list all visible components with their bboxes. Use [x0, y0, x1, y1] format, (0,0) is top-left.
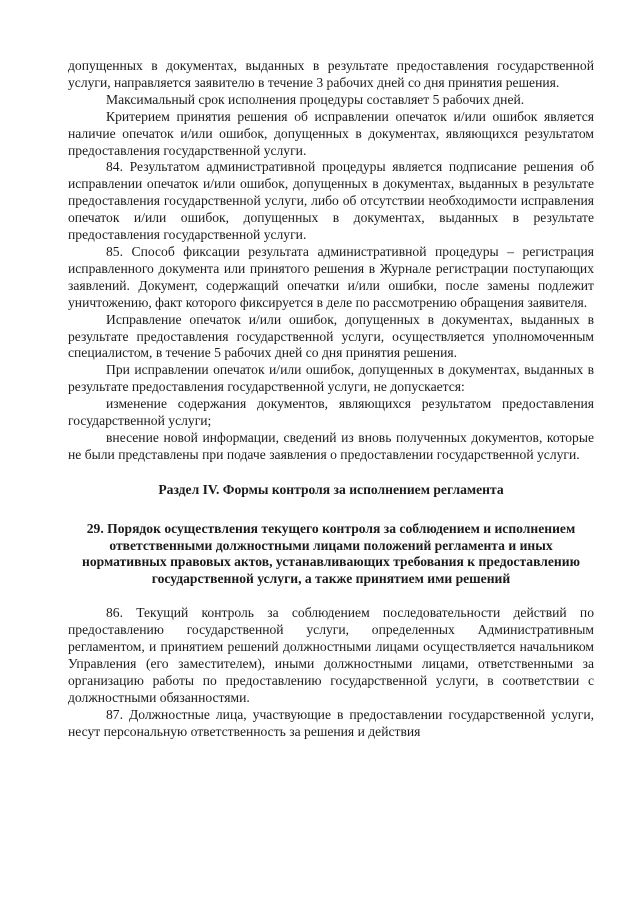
paragraph-87: 87. Должностные лица, участвующие в предоставлении государственной услуги, несут персональную ответственность за решения и действия: [68, 706, 594, 739]
section-title: Раздел IV. Формы контроля за исполнением регламента: [158, 481, 504, 497]
paragraph-9: внесение новой информации, сведений из вновь полученных документов, которые не были представлены при подаче заявления о предоставлении государственной услуги.: [68, 429, 594, 462]
paragraph-7: При исправлении опечаток и/или ошибок, допущенных в документах, выданных в результате предоставления государственной услуги, не допускается:: [68, 362, 594, 395]
paragraph-86: 86. Текущий контроль за соблюдением последовательности действий по предоставлению государственной услуги, определенных Административным регламентом, и принятием решений должностными лицами осуществляется начальником Управления (его заместителем), иными должностными лицами, ответственными за организацию работы по предоставлению государственной услуги, в соответствии с должностными обязанностями.: [68, 605, 594, 705]
paragraphs-bottom: [68, 605, 594, 740]
paragraph-2: Максимальный срок исполнения процедуры составляет 5 рабочих дней.: [106, 91, 525, 107]
paragraph-1: допущенных в документах, выданных в результате предоставления государственной услуги, направляется заявителю в течение 3 рабочих дней со дня принятия решения.: [68, 58, 594, 90]
spacer: [68, 588, 594, 605]
paragraph-85: 85. Способ фиксации результата административной процедуры – регистрация исправленного документа или принятого решения в Журнале регистрации поступающих заявлений. Документ, содержащий опечатки и/или ошибки, после замены подлежит уничтожению, факт которого фиксируется в деле по рассмотрению обращения заявителя.: [68, 243, 594, 310]
paragraph-8: изменение содержания документов, являющихся результатом предоставления государственной услуги;: [68, 396, 594, 429]
subsection-title: 29. Порядок осуществления текущего контроля за соблюдением и исполнением ответственными должностными лицами положений регламента и иных нормативных правовых актов, устанавливающих требования к предоставлению государственной услуги, а также принятием ими решений: [82, 520, 580, 587]
paragraphs-top: [68, 58, 594, 464]
document-page: [68, 58, 594, 741]
paragraph-84: 84. Результатом административной процедуры является подписание решения об исправлении опечаток и/или ошибок, допущенных в документах, выданных в результате предоставления государственной услуги, либо об отсутствии необходимости исправления опечаток и/или ошибок, допущенных в документах, выданных в результате предоставления государственной услуги.: [68, 159, 594, 243]
paragraph-6: Исправление опечаток и/или ошибок, допущенных в документах, выданных в результате предоставления государственной услуги, осуществляется уполномоченным специалистом, в течение 5 рабочих дней со дня принятия решения.: [68, 311, 594, 361]
paragraph-3: Критерием принятия решения об исправлении опечаток и/или ошибок является наличие опечаток и/или ошибок, допущенных в документах, являющихся результатом предоставления государственной услуги.: [68, 108, 594, 158]
